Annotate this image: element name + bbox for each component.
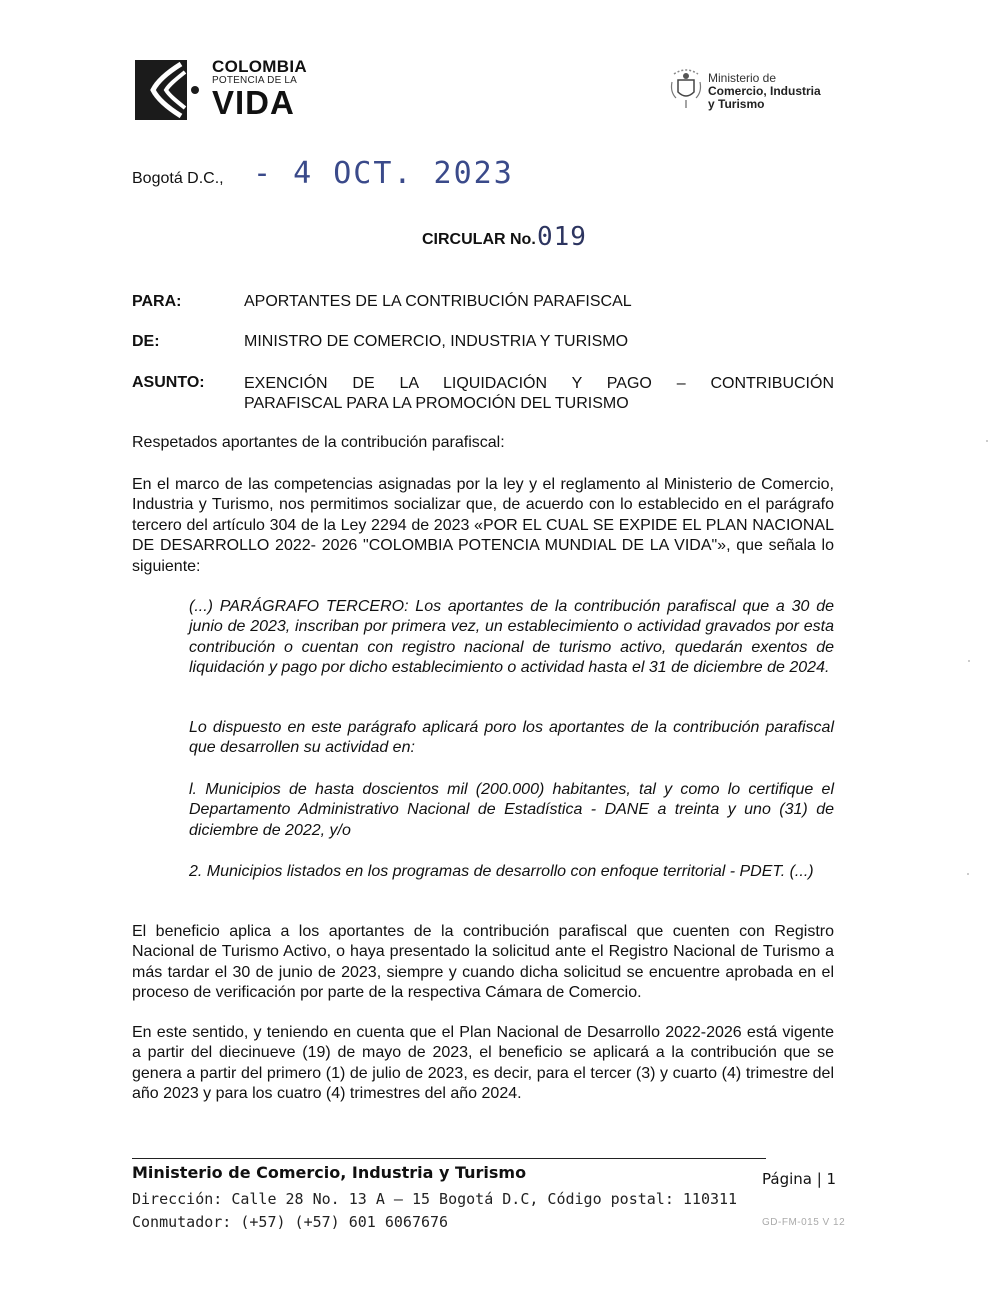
ministry-name bbox=[708, 72, 821, 111]
circular-number: 019 bbox=[537, 222, 587, 252]
de-label: DE: bbox=[132, 333, 160, 350]
brand-wordmark bbox=[212, 58, 307, 119]
colombia-brand-logo-icon bbox=[135, 60, 201, 120]
date-stamp: - 4 OCT. 2023 bbox=[253, 156, 514, 191]
asunto-value-line-1: EXENCIÓN DE LA LIQUIDACIÓN Y PAGO – CONTRIBUCIÓN bbox=[244, 375, 834, 392]
place-label: Bogotá D.C., bbox=[132, 170, 224, 187]
brand-line-1: COLOMBIA bbox=[212, 57, 307, 76]
para-label: PARA: bbox=[132, 293, 182, 310]
brand-line-3: VIDA bbox=[212, 84, 295, 121]
greeting: Respetados aportantes de la contribución parafiscal: bbox=[132, 434, 505, 451]
ministry-line-1: Ministerio de bbox=[708, 71, 777, 85]
paragraph-intro: En el marco de las competencias asignadas por la ley y el reglamento al Ministerio de Comercio, Industria y Turismo, nos permitimos socializar que, de acuerdo con lo establecido en el parágrafo tercero del artículo 304 de la Ley 2294 de 2023 «POR EL CUAL SE EXPIDE EL PLAN NACIONAL DE DESARROLLO 2022- 2026 "COLOMBIA POTENCIA MUNDIAL DE LA VIDA"», que señala lo siguiente: bbox=[132, 476, 834, 575]
footer-divider bbox=[132, 1158, 766, 1159]
asunto-label: ASUNTO: bbox=[132, 374, 205, 391]
de-value: MINISTRO DE COMERCIO, INDUSTRIA Y TURISMO bbox=[244, 333, 629, 350]
ministry-line-3: y Turismo bbox=[708, 97, 765, 111]
coat-of-arms-icon bbox=[668, 66, 704, 110]
scan-speck bbox=[986, 440, 988, 442]
scan-speck bbox=[968, 660, 970, 662]
footer-organization: Ministerio de Comercio, Industria y Turismo bbox=[132, 1163, 527, 1182]
ministry-line-2: Comercio, Industria bbox=[708, 84, 821, 98]
brand-line-2: POTENCIA DE LA bbox=[212, 75, 298, 86]
para-value: APORTANTES DE LA CONTRIBUCIÓN PARAFISCAL bbox=[244, 293, 632, 310]
footer-phone: Conmutador: (+57) (+57) 601 6067676 bbox=[132, 1213, 449, 1231]
quote-item-1: l. Municipios de hasta doscientos mil (200.000) habitantes, tal y como lo certifique el Departamento Administrativo Nacional de Estadística - DANE a treinta y uno (31) de diciembre de 2022, y/o bbox=[189, 781, 834, 839]
quote-item-2: 2. Municipios listados en los programas de desarrollo con enfoque territorial - PDET. (...) bbox=[189, 863, 814, 880]
footer-address: Dirección: Calle 28 No. 13 A – 15 Bogotá D.C, Código postal: 110311 bbox=[132, 1190, 738, 1208]
document-code: GD-FM-015 V 12 bbox=[762, 1217, 846, 1228]
quote-applicability: Lo dispuesto en este parágrafo aplicará poro los aportantes de la contribución parafiscal que desarrollen su actividad en: bbox=[189, 719, 834, 757]
quote-paragraph-tercero: (...) PARÁGRAFO TERCERO: Los aportantes de la contribución parafiscal que a 30 de junio de 2023, inscriban por primera vez, un establecimiento o actividad gravados por esta contribución o cuentan con registro nacional de turismo activo, quedarán exentos de liquidación y pago por dicho establecimiento o actividad hasta el 31 de diciembre de 2024. bbox=[189, 598, 834, 677]
paragraph-validity: En este sentido, y teniendo en cuenta que el Plan Nacional de Desarrollo 2022-2026 está vigente a partir del diecinueve (19) de mayo de 2023, el beneficio se aplicará a la contribución que se genera a partir del primero (1) de julio de 2023, es decir, para el tercer (3) y cuarto (4) trimestre del año 2023 y para los cuatro (4) trimestres del año 2024. bbox=[132, 1024, 834, 1103]
paragraph-benefit: El beneficio aplica a los aportantes de la contribución parafiscal que cuenten con Registro Nacional de Turismo Activo, o haya presentado la solicitud ante el Registro Nacional de Turismo a más tardar el 30 de junio de 2023, siempre y cuando dicha solicitud se encuentre aprobada en el proceso de verificación por parte de la respectiva Cámara de Comercio. bbox=[132, 923, 834, 1002]
asunto-value-line-2: PARAFISCAL PARA LA PROMOCIÓN DEL TURISMO bbox=[244, 395, 629, 412]
scan-speck bbox=[967, 873, 969, 875]
page-number: Página | 1 bbox=[762, 1170, 837, 1188]
circular-label: CIRCULAR No. bbox=[422, 231, 536, 248]
